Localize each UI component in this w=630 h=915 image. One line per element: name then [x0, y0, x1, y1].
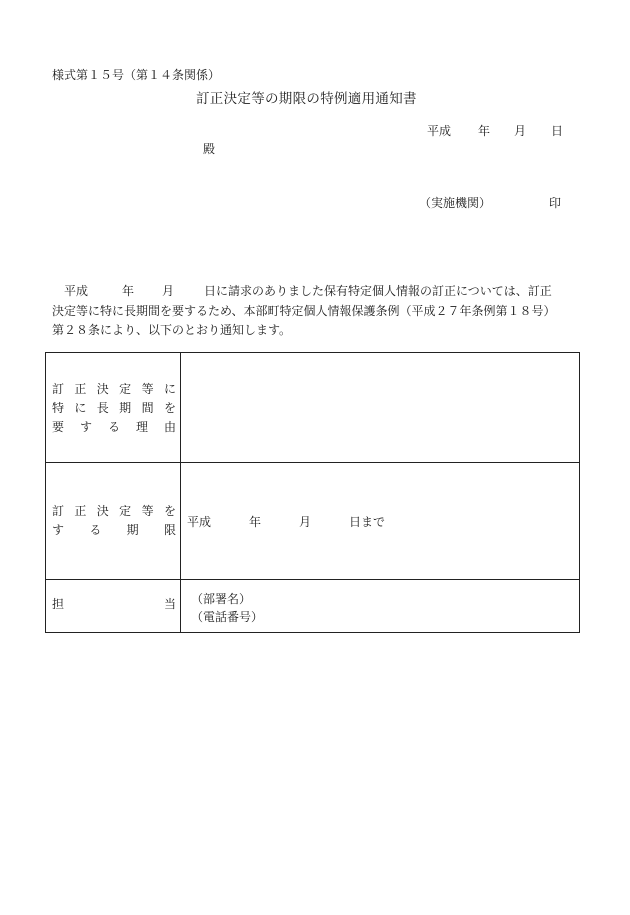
contact-row: [46, 580, 579, 632]
date-day: 日: [551, 124, 564, 138]
body-line-1-rest: 日に請求のありました保有特定個人情報の訂正については、訂正: [204, 284, 552, 298]
issuer-label: （実施機関）: [419, 196, 492, 210]
form-number: 様式第１５号（第１４条関係）: [52, 68, 221, 82]
deadline-month: 月: [299, 515, 312, 529]
label-char: す: [52, 523, 65, 537]
label-char: に: [74, 401, 87, 415]
column-divider: [180, 353, 181, 462]
label-char: 間: [141, 401, 154, 415]
reason-row: [46, 353, 579, 463]
label-char: を: [163, 401, 176, 415]
document-title: 訂正決定等の期限の特例適用通知書: [196, 91, 417, 107]
phone-label: （電話番号）: [191, 610, 264, 624]
body-line-1: [52, 282, 572, 302]
label-char: 期: [119, 401, 132, 415]
deadline-row: [46, 463, 579, 580]
label-char: 当: [163, 597, 176, 611]
notice-body: [52, 282, 572, 341]
deadline-label-line-1: [52, 502, 176, 521]
label-char: 長: [96, 401, 109, 415]
column-divider: [180, 580, 181, 632]
label-char: 担: [52, 597, 65, 611]
addressee-honorific: 殿: [203, 142, 216, 156]
label-char: 特: [52, 401, 65, 415]
deadline-value: [187, 513, 385, 530]
label-char: 定: [119, 382, 132, 396]
column-divider: [180, 463, 181, 579]
label-char: 等: [141, 504, 154, 518]
body-month: 月: [162, 284, 175, 298]
reason-label-line-3: [52, 418, 176, 437]
label-char: 正: [74, 382, 87, 396]
label-char: 決: [96, 504, 109, 518]
label-char: る: [89, 523, 102, 537]
label-char: 理: [135, 420, 148, 434]
body-year: 年: [122, 284, 135, 298]
body-era: 平成: [64, 284, 89, 298]
contact-label: [52, 595, 176, 614]
label-char: 正: [74, 504, 87, 518]
notice-table: [45, 352, 580, 633]
deadline-label-line-2: [52, 521, 176, 540]
deadline-year: 年: [249, 515, 262, 529]
body-line-2: 決定等に特に長期間を要するため、本部町特定個人情報保護条例（平成２７年条例第１８号）: [52, 303, 556, 318]
date-era: 平成: [427, 124, 452, 138]
deadline-era: 平成: [187, 515, 212, 529]
deadline-label: [52, 502, 176, 540]
department-label: （部署名）: [191, 592, 252, 606]
label-char: 決: [96, 382, 109, 396]
contact-label-line-1: [52, 595, 176, 614]
deadline-day: 日まで: [349, 515, 386, 529]
label-char: 等: [141, 382, 154, 396]
label-char: 訂: [52, 504, 65, 518]
seal-label: 印: [549, 196, 562, 210]
reason-label-line-1: [52, 380, 176, 399]
contact-value: [191, 590, 263, 626]
label-char: 限: [163, 523, 176, 537]
label-char: 要: [52, 420, 65, 434]
label-char: 定: [119, 504, 132, 518]
label-char: 訂: [52, 382, 65, 396]
label-char: に: [163, 382, 176, 396]
label-char: る: [107, 420, 120, 434]
body-line-3: 第２８条により、以下のとおり通知します。: [52, 323, 292, 337]
label-char: す: [79, 420, 92, 434]
label-char: 期: [126, 523, 139, 537]
label-char: を: [163, 504, 176, 518]
reason-label: [52, 380, 176, 437]
reason-label-line-2: [52, 399, 176, 418]
label-char: 由: [163, 420, 176, 434]
date-month: 月: [514, 124, 527, 138]
date-year: 年: [478, 124, 491, 138]
